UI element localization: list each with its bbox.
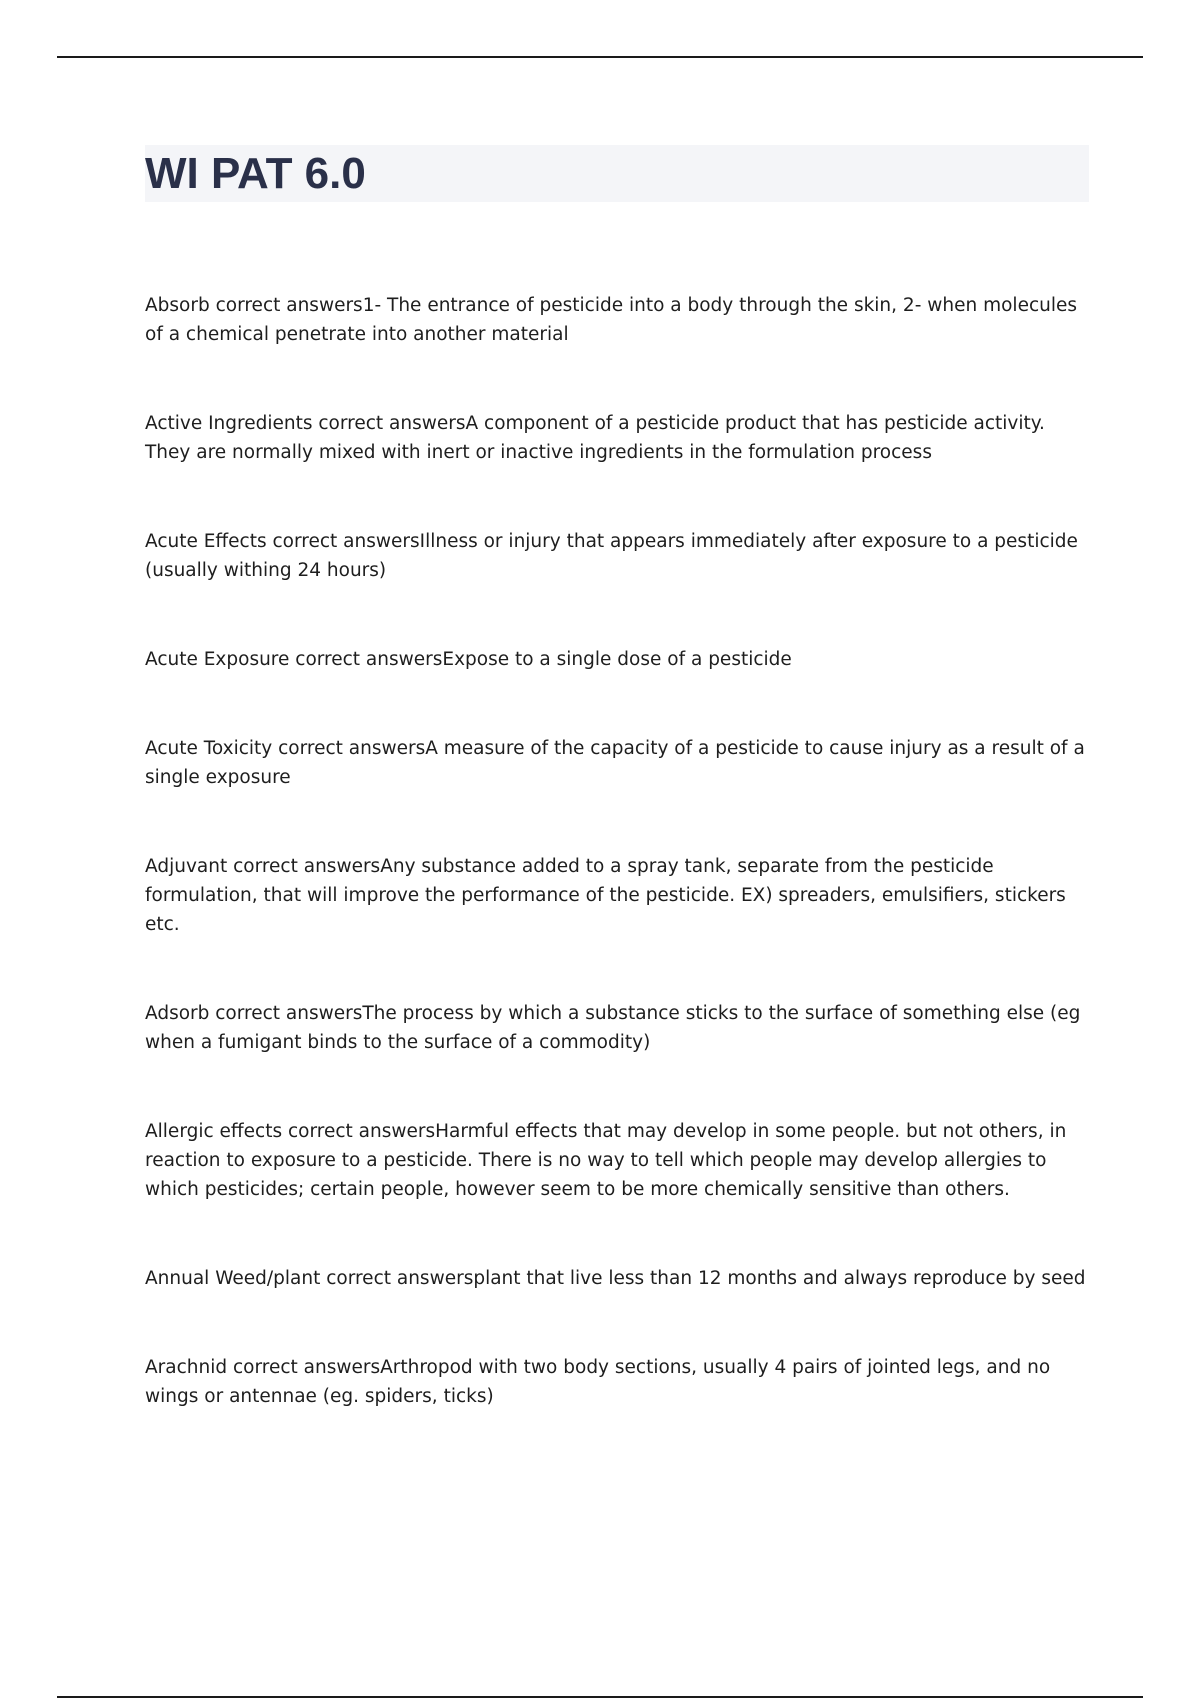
glossary-entry-absorb: Absorb correct answers1- The entrance of pesticide into a body through the skin, 2- when molecules of a chemical penetrate into another material xyxy=(145,295,1078,345)
glossary-entry-arachnid: Arachnid correct answersArthropod with two body sections, usually 4 pairs of jointed legs, and no wings or antennae (eg. spiders, ticks) xyxy=(145,1357,1051,1407)
glossary-entry-acute-effects: Acute Effects correct answersIllness or injury that appears immediately after exposure to a pesticide (usually withing 24 hours) xyxy=(145,531,1078,581)
glossary-entry-acute-exposure: Acute Exposure correct answersExpose to a single dose of a pesticide xyxy=(145,649,792,670)
document-title: WI PAT 6.0 xyxy=(145,149,366,198)
glossary-entry-annual-weed: Annual Weed/plant correct answersplant that live less than 12 months and always reproduce by seed xyxy=(145,1268,1086,1289)
glossary-entry-adjuvant: Adjuvant correct answersAny substance added to a spray tank, separate from the pesticide formulation, that will improve the performance of the pesticide. EX) spreaders, emulsifiers, stickers etc. xyxy=(145,856,1066,935)
glossary-entry-active-ingredients: Active Ingredients correct answersA component of a pesticide product that has pesticide activity. They are normally mixed with inert or inactive ingredients in the formulation process xyxy=(145,413,1045,463)
glossary-list xyxy=(145,291,1090,1471)
bottom-rule xyxy=(57,1696,1143,1698)
top-rule xyxy=(57,56,1143,58)
glossary-entry-acute-toxicity: Acute Toxicity correct answersA measure of the capacity of a pesticide to cause injury as a result of a single exposure xyxy=(145,738,1085,788)
glossary-entry-allergic-effects: Allergic effects correct answersHarmful effects that may develop in some people. but not others, in reaction to exposure to a pesticide. There is no way to tell which people may develop allergies to which pesticides; certain people, however seem to be more chemically sensitive than others. xyxy=(145,1121,1067,1200)
glossary-entry-adsorb: Adsorb correct answersThe process by which a substance sticks to the surface of something else (eg when a fumigant binds to the surface of a commodity) xyxy=(145,1003,1081,1053)
